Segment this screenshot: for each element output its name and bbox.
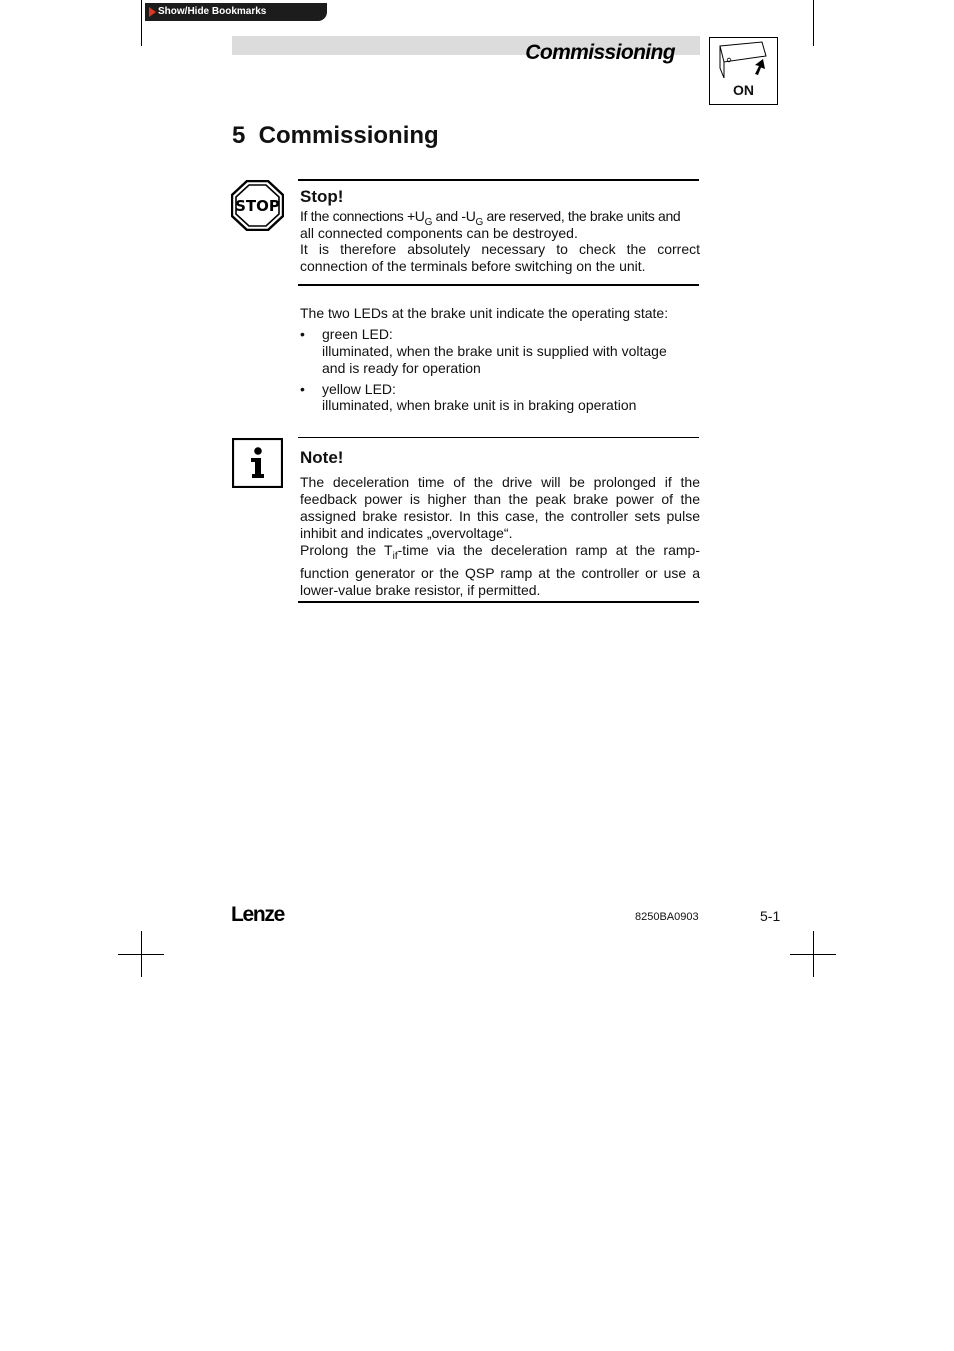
stop-sign-icon [231, 180, 284, 231]
running-header-title: Commissioning [525, 41, 675, 64]
crop-mark [118, 954, 164, 955]
crop-mark [813, 0, 814, 46]
stop-bottom-rule [298, 284, 699, 286]
led-item-yellow-title: yellow LED: [322, 381, 396, 397]
show-hide-bookmarks-button[interactable] [145, 3, 327, 21]
power-switch-icon [710, 38, 777, 82]
stop-warning-line2: all connected components can be destroyed. [300, 225, 578, 241]
info-icon [232, 438, 283, 488]
led-intro: The two LEDs at the brake unit indicate the operating state: [300, 305, 669, 321]
page-number: 5-1 [760, 908, 781, 924]
bullet-icon: • [300, 326, 305, 342]
bookmarks-button-label: Show/Hide Bookmarks [158, 6, 267, 17]
on-switch-box [709, 37, 778, 105]
note-heading: Note! [300, 448, 344, 467]
note-para1: The deceleration time of the drive will be prolonged if the feedback power is higher than the peak brake power of the assigned brake resistor. In this case, the controller sets pulse inhibit and indicates „overvoltage“. [300, 474, 700, 541]
note-bottom-rule [298, 601, 699, 603]
triangle-right-icon [149, 7, 156, 17]
crop-mark [141, 0, 142, 46]
stop-warning-line1: If the connections $+U_G$ and $-U_G$ are reserved, the brake units and [300, 208, 681, 228]
bullet-icon: • [300, 381, 305, 397]
stop-icon-text: STOP [235, 197, 280, 215]
led-item-green-desc: illuminated, when the brake unit is supplied with voltage and is ready for operation [322, 343, 667, 376]
stop-warning-para2: It is therefore absolutely necessary to check the correct connection of the terminals before switching on the unit. [300, 241, 700, 274]
led-item-green-title: green LED: [322, 326, 393, 342]
stop-heading: Stop! [300, 187, 344, 206]
chapter-title: 5 Commissioning [232, 122, 439, 149]
crop-mark [790, 954, 836, 955]
on-label: ON [733, 82, 754, 98]
note-para2: Prolong the $T_{if}$-time via the deceleration ramp at the ramp-function generator or the QSP ramp at the controller or use a lower-value brake resistor, if permitted. [300, 542, 700, 598]
lenze-logo: Lenze [231, 903, 285, 926]
stop-top-rule [298, 179, 699, 181]
led-item-yellow-desc: illuminated, when brake unit is in braking operation [322, 397, 637, 413]
note-top-rule [298, 437, 699, 438]
document-number: 8250BA0903 [635, 911, 699, 923]
